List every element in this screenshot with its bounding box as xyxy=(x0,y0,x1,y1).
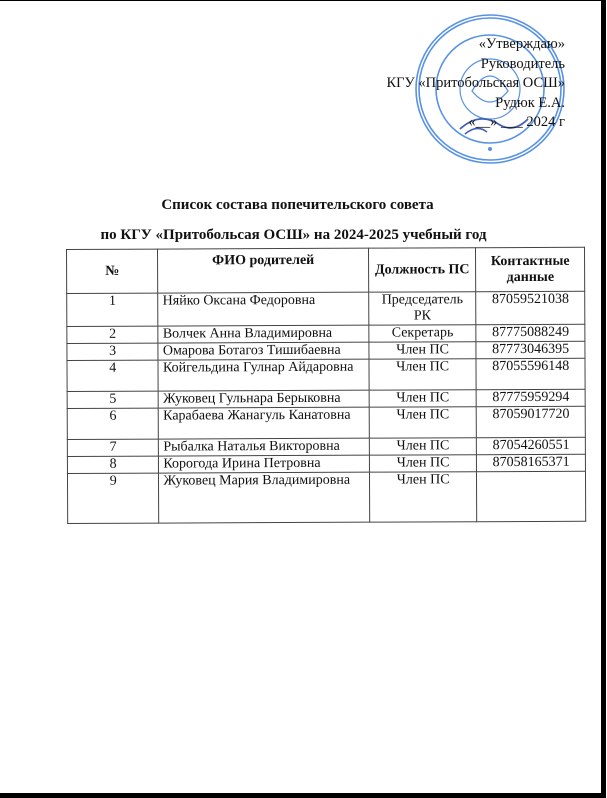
table-header-row xyxy=(67,247,585,293)
approval-signatory: Рудюк Е.А. xyxy=(495,94,565,111)
cell-position: Член ПС xyxy=(369,390,477,407)
table-row xyxy=(67,291,585,326)
header-contacts: Контактные данные xyxy=(476,247,585,291)
header-position: Должность ПС xyxy=(368,248,476,292)
cell-position: Член ПС xyxy=(369,472,477,522)
cell-num: 5 xyxy=(67,391,159,408)
cell-position: Член ПС xyxy=(369,407,477,438)
cell-position: Член ПС xyxy=(369,438,477,455)
cell-name: Койгельдина Гулнар Айдаровна xyxy=(158,359,369,391)
cell-num: 1 xyxy=(67,293,159,326)
cell-name: Жуковец Гульнара Берыковна xyxy=(159,390,369,408)
cell-position: Секретарь xyxy=(369,325,477,342)
table-row xyxy=(67,324,585,343)
table-row xyxy=(67,389,585,408)
cell-position: Председатель РК xyxy=(369,292,477,325)
cell-name: Корогода Ирина Петровна xyxy=(159,455,369,473)
table-row xyxy=(67,358,585,391)
cell-position: Член ПС xyxy=(369,342,477,359)
cell-name: Карабаева Жанагуль Канатовна xyxy=(159,407,370,439)
approval-block xyxy=(386,35,565,133)
cell-phone: 87059521038 xyxy=(476,291,585,324)
cell-num: 3 xyxy=(67,343,159,360)
cell-phone: 87055596148 xyxy=(476,358,585,389)
cell-phone: 87775959294 xyxy=(477,389,586,406)
table-row xyxy=(67,341,585,360)
table-row xyxy=(67,471,585,523)
cell-phone: 87059017720 xyxy=(477,406,586,437)
cell-name: Рыбалка Наталья Викторовна xyxy=(159,438,369,456)
cell-name: Няйко Оксана Федоровна xyxy=(158,292,369,326)
cell-phone: 87058165371 xyxy=(477,454,586,471)
header-name: ФИО родителей xyxy=(158,248,369,293)
cell-name: Омарова Ботагоз Тишибаевна xyxy=(158,342,368,360)
document-title: Список состава попечительского совета xyxy=(161,197,434,213)
cell-name: Жуковец Мария Владимировна xyxy=(159,472,370,523)
cell-num: 8 xyxy=(67,456,159,473)
cell-phone: 87775088249 xyxy=(476,324,585,341)
cell-num: 6 xyxy=(67,408,159,439)
cell-phone: 87054260551 xyxy=(477,437,586,454)
table-row xyxy=(67,437,585,456)
cell-position: Член ПС xyxy=(369,455,477,472)
table-row xyxy=(67,406,585,439)
cell-phone xyxy=(477,471,586,521)
table-row xyxy=(67,454,585,473)
header-num: № xyxy=(67,249,159,293)
approval-date: «__» ___ 2024 г xyxy=(468,114,565,130)
cell-num: 4 xyxy=(67,360,159,391)
cell-phone: 87773046395 xyxy=(476,341,585,358)
document-subtitle: по КГУ «Притобольсая ОСШ» на 2024-2025 учебный год xyxy=(100,227,487,243)
cell-name: Волчек Анна Владимировна xyxy=(158,325,368,343)
approval-heading: «Утверждаю» xyxy=(478,36,565,52)
approval-role: Руководитель xyxy=(480,55,565,72)
cell-position: Член ПС xyxy=(369,359,477,390)
board-members-table xyxy=(66,247,586,524)
cell-num: 2 xyxy=(67,326,159,343)
cell-num: 9 xyxy=(67,473,159,523)
cell-num: 7 xyxy=(67,439,159,456)
approval-organization: КГУ «Притобольская ОСШ» xyxy=(386,75,565,91)
